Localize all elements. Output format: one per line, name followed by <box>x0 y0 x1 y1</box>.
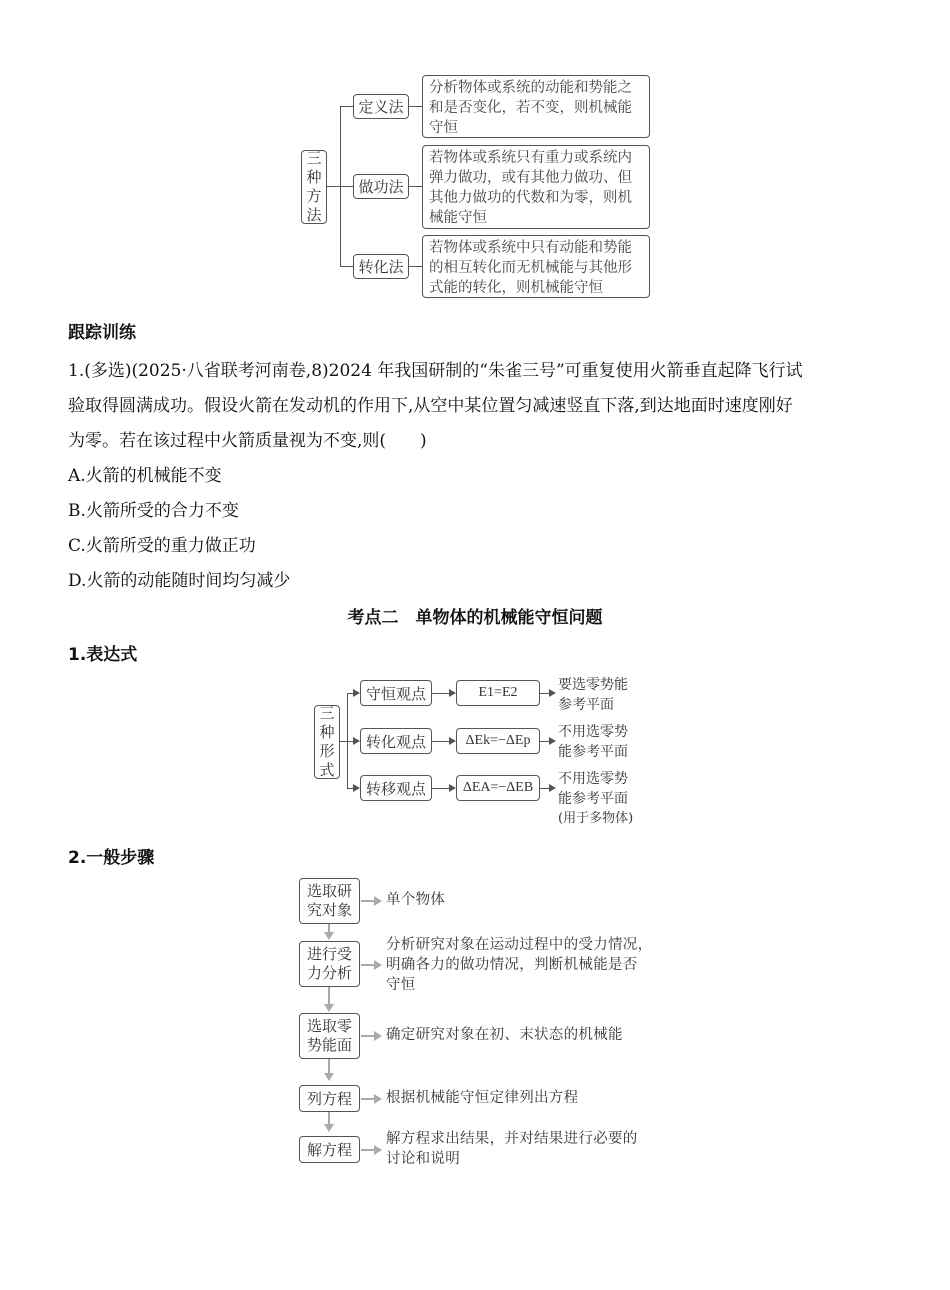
step-box-zero-potential <box>299 1013 360 1059</box>
desc-line: 其他力做功的代数和为零，则机 <box>429 190 632 206</box>
option-c: C.火箭所受的重力做正功 <box>68 536 256 556</box>
gray-arrow-down <box>324 932 334 940</box>
arrow-head <box>449 737 456 745</box>
method-label-text: 转化法 <box>358 258 404 276</box>
forms-root-char: 式 <box>319 761 335 779</box>
method-label-work <box>353 174 409 199</box>
step-box-select-object <box>299 878 360 924</box>
gray-arrow-down <box>324 1073 334 1081</box>
step-desc-line: 讨论和说明 <box>386 1151 460 1167</box>
step-desc <box>386 890 445 910</box>
step-desc-line: 分析研究对象在运动过程中的受力情况， <box>386 937 653 953</box>
note-line: (用于多物体) <box>558 811 634 826</box>
connector <box>327 186 341 187</box>
connector <box>409 266 422 267</box>
gray-arrow-down <box>324 1004 334 1012</box>
question-line: 1.(多选)(2025·八省联考河南卷,8)2024 年我国研制的“朱雀三号”可重复使用火箭垂直起降飞行试 <box>68 361 803 381</box>
form-note <box>558 769 633 829</box>
desc-line: 和是否变化，若不变，则机械能 <box>429 100 632 116</box>
view-conversion <box>360 728 432 754</box>
connector <box>340 266 353 267</box>
step-desc-line: 确定研究对象在初、末状态的机械能 <box>386 1027 623 1043</box>
connector <box>432 788 450 789</box>
form-note <box>558 722 628 762</box>
gray-arrow-head <box>374 1031 382 1041</box>
desc-line: 若物体或系统只有重力或系统内 <box>429 150 632 166</box>
arrow-head <box>353 737 360 745</box>
step-label: 力分析 <box>306 964 352 982</box>
forms-root-box <box>314 705 340 779</box>
formula-text: ΔEk=−ΔEp <box>465 733 531 748</box>
connector <box>409 106 422 107</box>
desc-line: 械能守恒 <box>429 210 487 226</box>
method-label-text: 定义法 <box>358 98 404 116</box>
formula-text: E1=E2 <box>478 685 518 700</box>
formula-text: ΔEA=−ΔEB <box>462 780 534 795</box>
method-desc-definition <box>422 75 650 138</box>
step-label: 选取研 <box>306 882 352 900</box>
step-label: 势能面 <box>306 1036 352 1054</box>
option-d: D.火箭的动能随时间均匀减少 <box>68 571 291 591</box>
step-desc-line: 解方程求出结果，并对结果进行必要的 <box>386 1131 638 1147</box>
gray-connector <box>361 964 375 966</box>
view-conservation <box>360 680 432 706</box>
gray-arrow-down <box>324 1124 334 1132</box>
forms-root-char: 形 <box>319 742 335 760</box>
arrow-head <box>549 784 556 792</box>
step-label: 解方程 <box>306 1141 352 1159</box>
method-label-text: 做功法 <box>358 178 404 196</box>
question-line: 验取得圆满成功。假设火箭在发动机的作用下,从空中某位置匀减速竖直下落,到达地面时速度刚好 <box>68 396 793 416</box>
gray-connector <box>361 1035 375 1037</box>
step-box-write-equation <box>299 1085 360 1112</box>
subsection-steps: 2.一般步骤 <box>68 848 155 868</box>
option-b: B.火箭所受的合力不变 <box>68 501 239 521</box>
step-desc-line: 单个物体 <box>386 892 446 908</box>
subsection-expression: 1.表达式 <box>68 645 138 665</box>
connector <box>432 741 450 742</box>
formula-conversion <box>456 728 540 754</box>
gray-arrow-head <box>374 960 382 970</box>
step-desc-line: 根据机械能守恒定律列出方程 <box>386 1090 579 1106</box>
step-label: 列方程 <box>306 1090 352 1108</box>
desc-line: 弹力做功，或有其他力做功、但 <box>429 170 632 186</box>
step-desc-line: 守恒 <box>386 977 416 993</box>
arrow-head <box>449 689 456 697</box>
gray-arrow-head <box>374 1145 382 1155</box>
gray-connector <box>361 1149 375 1151</box>
note-line: 不用选零势 <box>558 724 628 740</box>
desc-line: 若物体或系统中只有动能和势能 <box>429 240 632 256</box>
gray-connector <box>328 987 330 1005</box>
note-line: 能参考平面 <box>558 744 628 760</box>
method-label-conversion <box>353 254 409 279</box>
step-desc-line: 明确各力的做功情况，判断机械能是否 <box>386 957 638 973</box>
gray-connector <box>361 900 375 902</box>
method-label-definition <box>353 94 409 119</box>
step-desc <box>386 1025 623 1045</box>
step-label: 究对象 <box>306 901 352 919</box>
option-a: A.火箭的机械能不变 <box>68 466 222 486</box>
method-desc-conversion <box>422 235 650 298</box>
gray-connector <box>328 1059 330 1074</box>
connector <box>432 693 450 694</box>
methods-root-char: 三 <box>306 149 322 167</box>
gray-arrow-head <box>374 1094 382 1104</box>
step-label: 进行受 <box>306 945 352 963</box>
step-box-force-analysis <box>299 941 360 987</box>
question-line: 为零。若在该过程中火箭质量视为不变,则( ) <box>68 431 427 451</box>
connector <box>409 186 422 187</box>
step-label: 选取零 <box>306 1017 352 1035</box>
view-text: 转化观点 <box>365 732 426 751</box>
desc-line: 式能的转化，则机械能守恒 <box>429 280 603 296</box>
arrow-head <box>353 784 360 792</box>
methods-root-char: 法 <box>306 206 322 224</box>
step-box-solve-equation <box>299 1136 360 1163</box>
step-desc <box>386 1129 638 1169</box>
formula-conservation <box>456 680 540 706</box>
methods-root-char: 种 <box>306 168 322 186</box>
note-line: 不用选零势 <box>558 771 628 787</box>
view-text: 转移观点 <box>365 779 426 798</box>
gray-connector <box>361 1098 375 1100</box>
method-desc-work <box>422 145 650 229</box>
arrow-head <box>449 784 456 792</box>
methods-root-box <box>301 150 327 224</box>
form-note <box>558 675 628 715</box>
view-transfer <box>360 775 432 801</box>
arrow-head <box>549 689 556 697</box>
gray-arrow-head <box>374 896 382 906</box>
methods-root-char: 方 <box>306 187 322 205</box>
forms-root-char: 三 <box>319 704 335 722</box>
desc-line: 守恒 <box>429 120 458 136</box>
note-line: 要选零势能 <box>558 677 628 693</box>
arrow-head <box>549 737 556 745</box>
forms-root-char: 种 <box>319 723 335 741</box>
practice-heading: 跟踪训练 <box>68 323 136 343</box>
note-line: 参考平面 <box>558 697 614 713</box>
connector <box>340 106 353 107</box>
section-title: 考点二 单物体的机械能守恒问题 <box>347 608 603 628</box>
desc-line: 的相互转化而无机械能与其他形 <box>429 260 632 276</box>
step-desc <box>386 935 652 995</box>
note-line: 能参考平面 <box>558 791 628 807</box>
arrow-head <box>353 689 360 697</box>
step-desc <box>386 1088 578 1108</box>
desc-line: 分析物体或系统的动能和势能之 <box>429 80 632 96</box>
view-text: 守恒观点 <box>365 684 426 703</box>
connector <box>340 186 353 187</box>
formula-transfer <box>456 775 540 801</box>
